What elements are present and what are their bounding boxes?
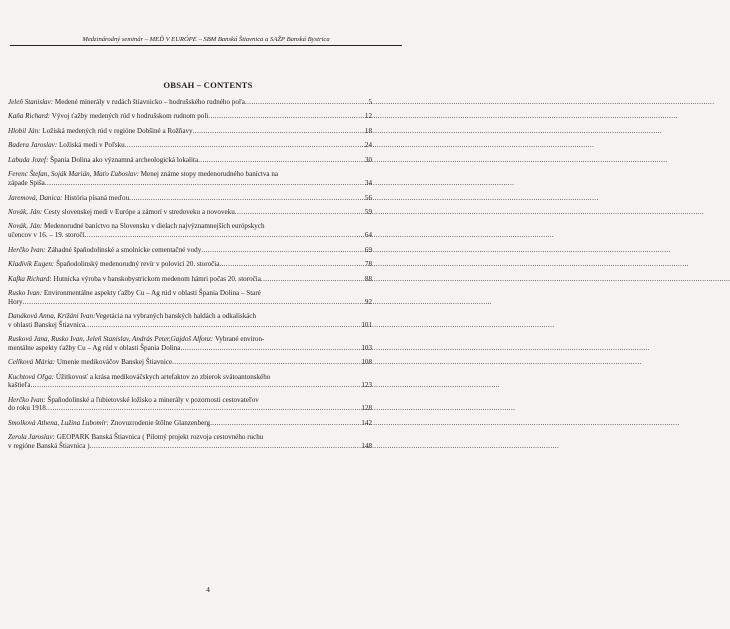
toc-entry-author: Cellková Mária:: [8, 358, 56, 367]
toc-entry: [8, 289, 372, 306]
toc-entry: [8, 98, 372, 107]
toc-entry-page: 12: [364, 112, 372, 121]
toc-entry-page: 34: [364, 179, 372, 188]
toc-entry-line: [8, 396, 372, 405]
toc-entry-author: Herčko Ivan:: [8, 395, 46, 404]
dot-leader: [198, 156, 364, 165]
table-of-contents: [8, 98, 372, 456]
toc-entry-author: Hlobil Ján:: [8, 126, 41, 135]
toc-entry-page: 24: [364, 141, 372, 150]
toc-entry-title: mentálne aspekty ťažby Cu – Ag rúd v oblasti Špania Dolina: [8, 343, 181, 352]
toc-entry-page: 108: [361, 358, 372, 367]
dot-leader: [210, 419, 360, 428]
toc-entry-page: 59: [364, 207, 372, 216]
toc-entry-author: Rusko Ivan:: [8, 289, 43, 297]
dot-leader: [201, 246, 364, 255]
toc-entry-title: GEOPARK Banská Štiavnica ( Pilotný projekt rozvoja cestovného ruchu: [54, 433, 264, 442]
toc-entry-author: Smolková Athena, Lužina Lubomír:: [8, 418, 109, 427]
toc-entry-line: [8, 156, 372, 165]
toc-entry-page: 64: [364, 231, 372, 240]
toc-entry-title: Medené minerály v rudách štiavnicko – hodrušského rudného poľa: [53, 98, 245, 106]
toc-entry-title: Špaňodolinské a ľubietovské ložisko a minerály v pozornosti cestovateľov: [45, 395, 259, 404]
toc-entry-author: Kladivík Eugen:: [8, 260, 55, 269]
toc-entry-title: učencov v 16. – 19. storočí: [8, 231, 85, 240]
toc-entry-page: 30: [364, 155, 372, 164]
dot-leader: [208, 112, 364, 121]
toc-entry: [8, 222, 372, 239]
toc-entry-title: Špania Dolina ako významná archeologická lokalita: [48, 155, 199, 164]
toc-entry-line: [8, 246, 372, 255]
toc-entry-page: 101: [361, 320, 372, 329]
toc-entry-line: [8, 298, 372, 307]
toc-entry-line: [8, 179, 372, 188]
toc-entry: [8, 419, 372, 428]
toc-entry: [8, 246, 372, 255]
toc-entry-line: [8, 442, 372, 451]
dot-leader: [219, 260, 364, 269]
toc-entry-title: Vybrané environ-: [213, 335, 265, 344]
toc-entry-line: [8, 275, 372, 284]
running-header: Medzinárodný seminár – MEĎ V EURÓPE – SBM Banská Štiavnica a SAŽP Banská Bystrica: [82, 36, 330, 43]
toc-entry-page: 69: [364, 245, 372, 254]
toc-entry-line: [8, 312, 372, 321]
toc-entry-author: Kaňa Richard:: [8, 112, 51, 121]
header-rule: [10, 45, 402, 46]
toc-entry-title: Znovuzrodenie štôlne Glanzenberg: [108, 418, 211, 427]
toc-entry-line: [8, 170, 372, 179]
contents-title: OBSAH – CONTENTS: [163, 80, 253, 90]
toc-entry-author: Rusková Jana, Rusko Ivan, Jeleň Stanislav, András Peter,Gajdoš Alfonz:: [8, 335, 214, 344]
toc-entry-author: Kuchtová Oľga:: [8, 372, 55, 381]
toc-entry-author: Jaremová, Danica:: [8, 193, 63, 202]
toc-entry: [8, 170, 372, 187]
toc-entry: [8, 112, 372, 121]
toc-entry-page: 142: [361, 418, 372, 427]
toc-entry: [8, 312, 372, 329]
toc-entry-line: [8, 335, 372, 344]
toc-entry-line: [8, 344, 372, 353]
toc-entry-line: [8, 141, 372, 150]
dot-leader: [245, 98, 368, 107]
dot-leader: [172, 358, 360, 367]
toc-entry-title: Cesty slovenskej medi v Európe a zámorí v stredoveku a novoveku: [42, 207, 235, 216]
toc-entry-line: [8, 321, 372, 330]
toc-entry-author: Kafka Richard:: [8, 274, 52, 283]
dot-leader: [261, 275, 364, 284]
toc-entry-line: [8, 222, 372, 231]
toc-entry-title: Záhadné špaňodolinské a smolnícke cementačné vody: [45, 245, 202, 254]
page-number: 4: [206, 585, 210, 594]
toc-entry-title: Vegetácia na vybraných banských haldách a odkaliskách: [95, 312, 257, 321]
toc-entry: [8, 194, 372, 203]
toc-entry-author: Novák, Ján:: [8, 207, 43, 216]
toc-entry-author: Zerola Jaroslav:: [8, 433, 55, 442]
toc-entry-line: [8, 231, 372, 240]
toc-entry-title: Ložiská medi v Poľsku: [57, 141, 125, 150]
toc-entry: [8, 275, 372, 284]
toc-entry-author: Novák, Ján:: [8, 222, 43, 231]
toc-entry-title: kaštieľa: [8, 381, 31, 390]
dot-leader: [180, 344, 360, 353]
toc-entry: [8, 396, 372, 413]
toc-entry-author: Jeleň Stanislav:: [8, 98, 54, 106]
toc-entry-line: [8, 381, 372, 390]
toc-entry: [8, 208, 372, 217]
toc-entry-line: [8, 433, 372, 442]
toc-entry-title: Medenorudné baníctvo na Slovensku v dielach najvýznamnejších európskych: [42, 222, 265, 231]
toc-entry-author: Badera Jaroslav:: [8, 141, 58, 150]
toc-entry-title: História písaná meďou: [62, 193, 130, 202]
toc-entry-page: 56: [364, 193, 372, 202]
dot-leader: [193, 127, 364, 136]
toc-entry-line: [8, 373, 372, 382]
toc-entry-title: Špaňodolinský medenorudný revír v polovici 20. storočia: [54, 260, 220, 269]
toc-entry-page: 88: [364, 274, 372, 283]
toc-entry-line: [8, 358, 372, 367]
dot-leader: [45, 179, 364, 188]
toc-entry-line: [8, 208, 372, 217]
dot-leader: [125, 141, 364, 150]
toc-entry-title: Hutnícka výroba v banskobystrickom medenom hámri počas 20. storočia: [51, 274, 261, 283]
toc-entry-title: západe Spiša: [8, 179, 45, 188]
dot-leader: [235, 208, 364, 217]
toc-entry-title: do roku 1918: [8, 404, 46, 413]
dot-leader: [85, 321, 360, 330]
toc-entry-page: 148: [361, 441, 372, 450]
toc-entry-author: Herčko Ivan:: [8, 245, 46, 254]
dot-leader: [23, 298, 364, 307]
toc-entry-page: 128: [361, 404, 372, 413]
toc-entry-page: 78: [364, 260, 372, 269]
toc-entry: [8, 260, 372, 269]
toc-entry-title: v oblasti Banskej Štiavnica: [8, 320, 86, 329]
dot-leader: [129, 194, 364, 203]
toc-entry-line: [8, 289, 372, 298]
toc-entry-line: [8, 194, 372, 203]
toc-entry-title: Menej známe stopy medenorudného baníctva na: [138, 170, 279, 179]
toc-entry-line: [8, 127, 372, 136]
toc-entry-line: [8, 112, 372, 121]
toc-entry: [8, 373, 372, 390]
toc-entry: [8, 141, 372, 150]
dot-leader: [85, 231, 364, 240]
toc-entry: [8, 358, 372, 367]
toc-entry-page: 123: [361, 381, 372, 390]
toc-entry-title: v regióne Banská Štiavnica ): [8, 441, 90, 450]
toc-entry-title: Environmentálne aspekty ťažby Cu – Ag rúd v oblasti Špania Dolina – Staré: [42, 289, 261, 297]
toc-entry-page: 103: [361, 343, 372, 352]
toc-entry-line: [8, 404, 372, 413]
toc-entry: [8, 156, 372, 165]
toc-entry: [8, 127, 372, 136]
dot-leader: [46, 404, 361, 413]
toc-entry-line: [8, 419, 372, 428]
dot-leader: [90, 442, 361, 451]
toc-entry-author: Ferenc Štefan, Soják Marián, Maťo Ľuboslav:: [8, 170, 139, 179]
toc-entry-author: Labuda Jozef:: [8, 155, 49, 164]
toc-entry-line: [8, 260, 372, 269]
toc-entry-page: 18: [364, 126, 372, 135]
toc-entry-title: Vývoj ťažby medených rúd v hodrušskom rudnom poli: [50, 112, 209, 121]
toc-entry-line: [8, 98, 372, 107]
toc-entry-page: 92: [364, 297, 372, 306]
toc-entry: [8, 433, 372, 450]
toc-entry-author: Danáková Anna, Križáni Ivan:: [8, 312, 96, 321]
toc-entry: [8, 335, 372, 352]
dot-leader: [31, 381, 361, 390]
toc-entry-title: Hory: [8, 297, 23, 306]
toc-entry-title: Úžitkovosť a krása medikováčskych artefaktov zo zbierok svätoantonského: [54, 372, 271, 381]
toc-entry-page: 5: [368, 98, 372, 106]
toc-entry-title: Umenie medikováčov Banskej Štiavnice: [55, 358, 173, 367]
toc-entry-title: Ložiská medených rúd v regióne Dobšiné a Rožňavy: [40, 126, 193, 135]
